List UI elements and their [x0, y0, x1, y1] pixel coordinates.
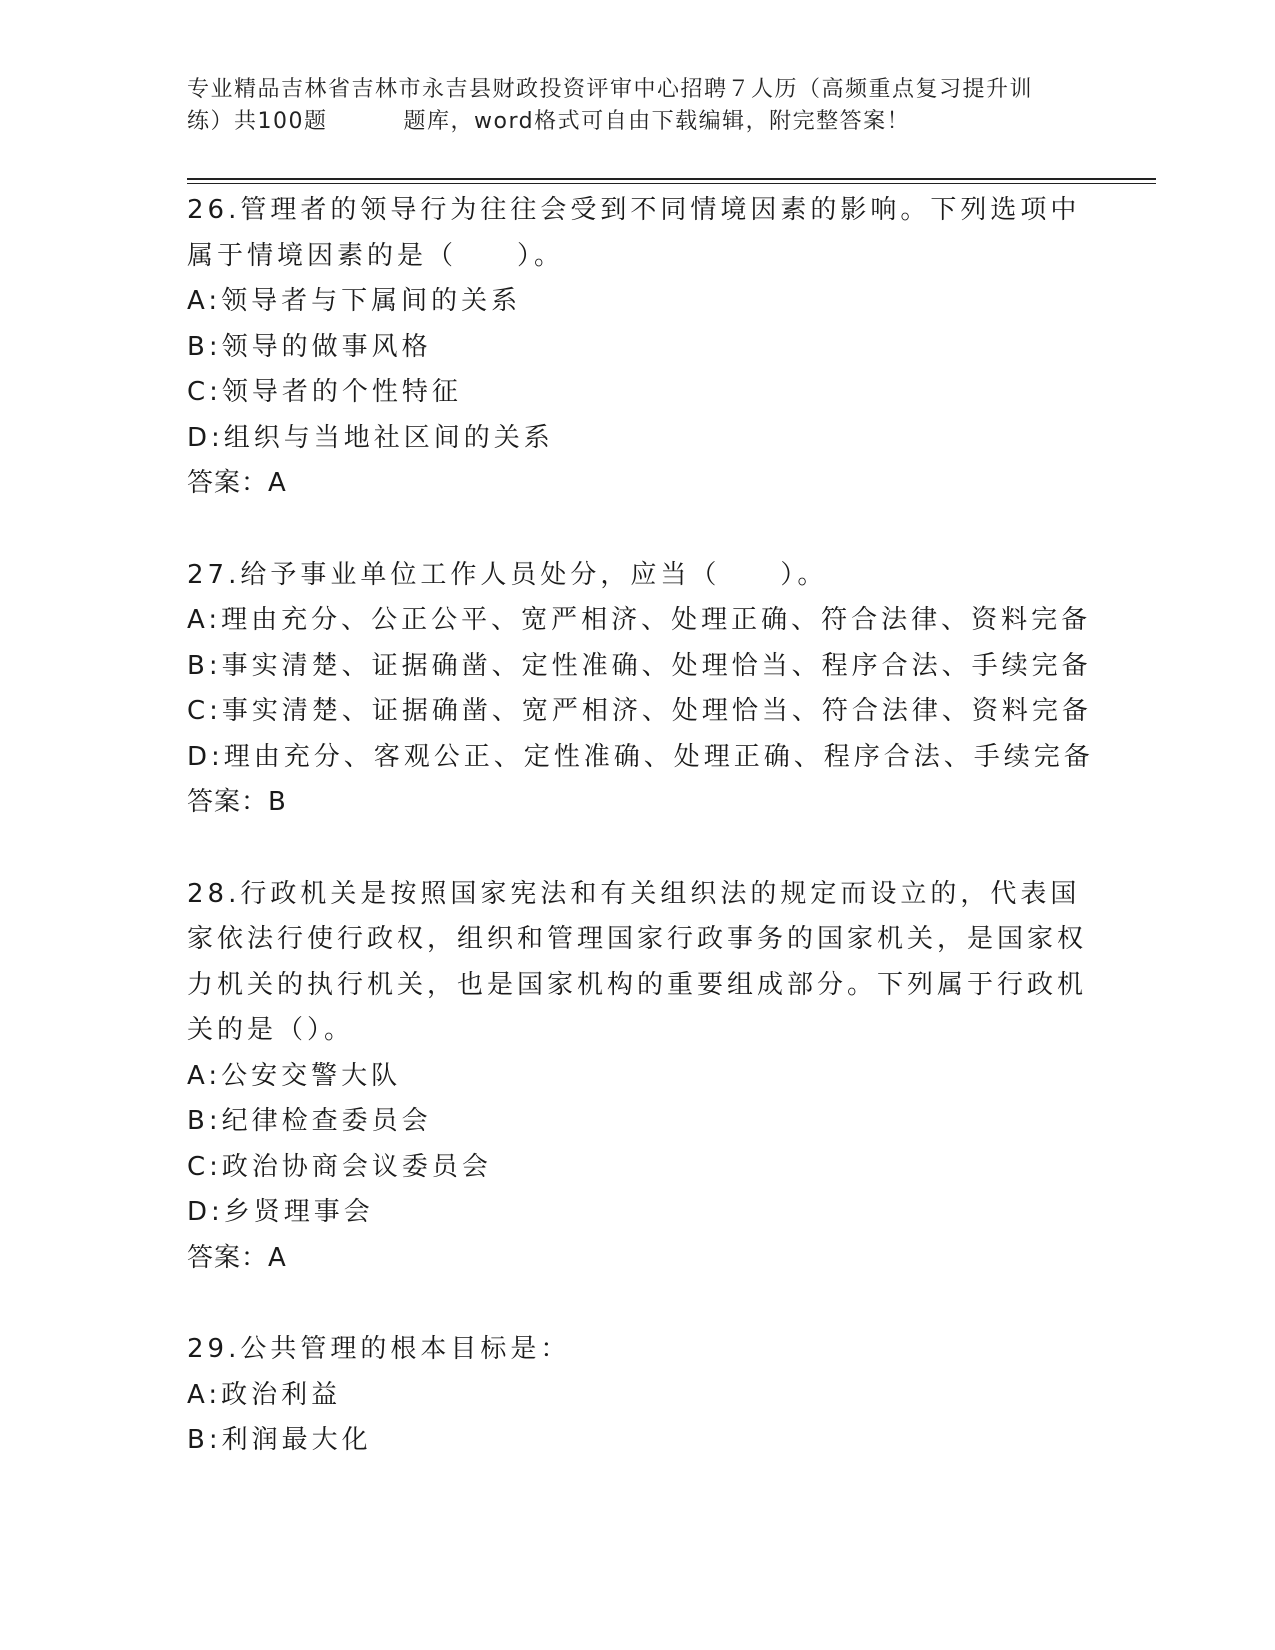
question-text: 27.给予事业单位工作人员处分，应当（ ）。	[187, 559, 828, 590]
question-28	[187, 872, 1087, 1282]
document-header	[187, 74, 1087, 138]
option-b: B:纪律检查委员会	[187, 1106, 432, 1136]
answer-label: 答案：A	[187, 1242, 287, 1273]
header-divider-thick	[187, 178, 1156, 180]
question-27	[187, 553, 1094, 826]
option-d: D:乡贤理事会	[187, 1197, 374, 1227]
header-title-line-2	[187, 106, 1087, 138]
question-26	[187, 188, 1087, 507]
option-a: A:理由充分、公正公平、宽严相济、处理正确、符合法律、资料完备	[187, 605, 1092, 635]
question-29	[187, 1327, 1087, 1464]
header-divider-thin	[187, 183, 1156, 184]
header-title-line-1: 专业精品吉林省吉林市永吉县财政投资评审中心招聘７人历（高频重点复习提升训	[187, 77, 1034, 102]
option-c: C:事实清楚、证据确凿、宽严相济、处理恰当、符合法律、资料完备	[187, 696, 1092, 726]
option-a: A:政治利益	[187, 1379, 342, 1410]
option-a: A:领导者与下属间的关系	[187, 286, 522, 316]
question-text: 28.行政机关是按照国家宪法和有关组织法的规定而设立的，代表国家依法行使行政权，组织和管理国家行政事务的国家机关，是国家权力机关的执行机关，也是国家机构的重要组成部分。下列属于行政机关的是（）。	[187, 878, 1088, 1045]
question-text: 29.公共管理的根本目标是：	[187, 1334, 571, 1364]
answer-label: 答案：A	[187, 468, 287, 498]
option-d: D:组织与当地社区间的关系	[187, 422, 554, 453]
option-b: B:领导的做事风格	[187, 331, 432, 362]
option-c: C:政治协商会议委员会	[187, 1151, 492, 1182]
option-c: C:领导者的个性特征	[187, 377, 462, 407]
question-list	[187, 188, 1094, 1510]
option-a: A:公安交警大队	[187, 1060, 402, 1091]
option-b: B:利润最大化	[187, 1425, 372, 1455]
header-title-part-2: 题库，word格式可自由下载编辑，附完整答案！	[403, 109, 911, 134]
question-text: 26.管理者的领导行为往往会受到不同情境因素的影响。下列选项中属于情境因素的是（ ）。	[187, 195, 1081, 271]
option-d: D:理由充分、客观公正、定性准确、处理正确、程序合法、手续完备	[187, 741, 1094, 772]
header-title-part-1: 练）共100题	[187, 109, 328, 134]
answer-label: 答案：B	[187, 787, 287, 817]
option-b: B:事实清楚、证据确凿、定性准确、处理恰当、程序合法、手续完备	[187, 650, 1092, 681]
